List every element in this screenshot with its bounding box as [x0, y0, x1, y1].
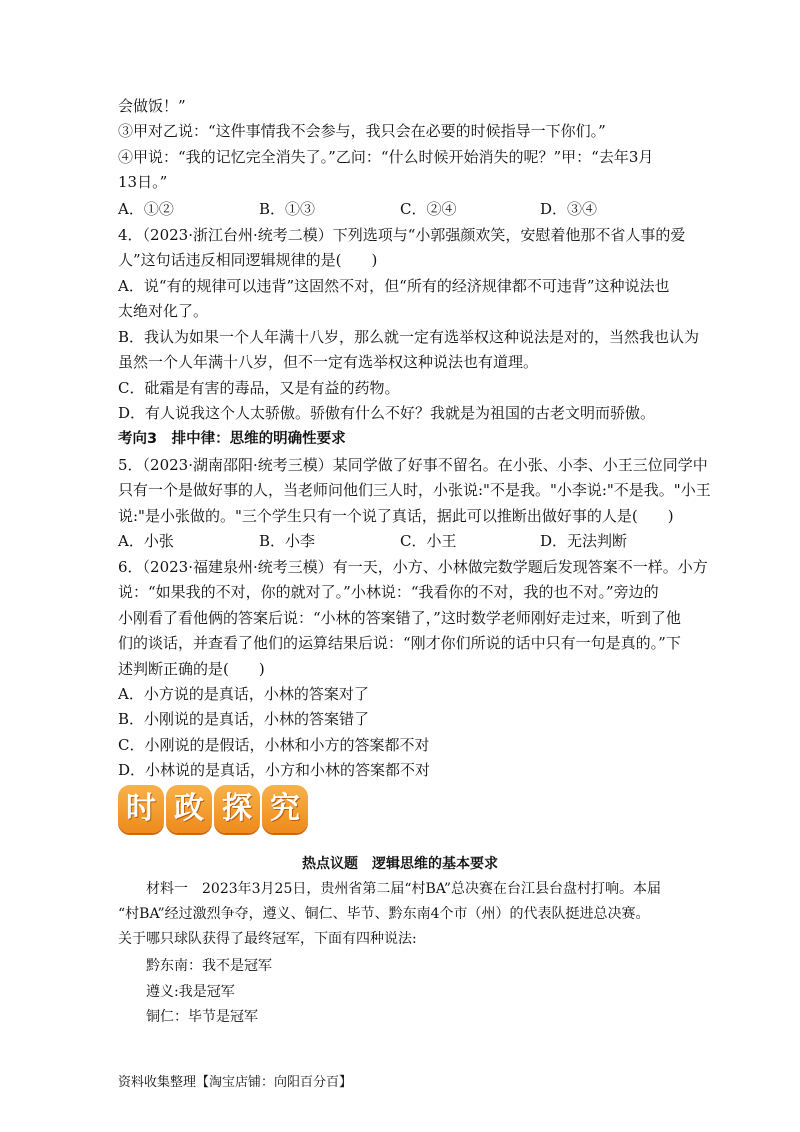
- q4-option-d[interactable]: D．有人说我这个人太骄傲。骄傲有什么不好？我就是为祖国的古老文明而骄傲。: [118, 404, 656, 422]
- q6-stem: 6．（2023·福建泉州·统考三模）有一天，小方、小林做完数学题后发现答案不一样。小方: [118, 558, 708, 576]
- q4-stem: 人”这句话违反相同逻辑规律的是( ): [118, 251, 378, 269]
- banner-char: 时: [118, 785, 164, 833]
- material-line: 黔东南：我不是冠军: [146, 958, 272, 974]
- material-line: 材料一 2023年3月25日，贵州省第二届“村BA”总决赛在台江县台盘村打响。本届: [146, 881, 662, 897]
- q4-option-b-cont: 虽然一个人年满十八岁，但不一定有选举权这种说法也有道理。: [118, 353, 539, 371]
- banner-char: 探: [214, 785, 260, 833]
- text-line: 13日。”: [118, 173, 168, 191]
- q6-option-a[interactable]: A．小方说的是真话，小林的答案对了: [118, 685, 369, 703]
- q6-stem: 们的谈话，并查看了他们的运算结果后说：“刚才你们所说的话中只有一句是真的。”下: [118, 634, 681, 652]
- banner-char: 政: [166, 785, 212, 833]
- q5-stem: 说:"是小张做的。"三个学生只有一个说了真话，据此可以推断出做好事的人是( ): [118, 507, 674, 525]
- text-line: ④甲说：“我的记忆完全消失了。”乙问：“什么时候开始消失的呢？”甲：“去年3月: [118, 148, 654, 166]
- q5-stem: 5．（2023·湖南邵阳·统考三模）某同学做了好事不留名。在小张、小李、小王三位同学中: [118, 456, 708, 474]
- q4-option-a[interactable]: A．说“有的规律可以违背”这固然不对，但“所有的经济规律都不可违背”这种说法也: [118, 277, 670, 295]
- material-line: 关于哪只球队获得了最终冠军，下面有四种说法:: [118, 931, 417, 947]
- current-affairs-banner: [118, 785, 308, 833]
- q4-option-c[interactable]: C．砒霜是有害的毒品，又是有益的药物。: [118, 379, 400, 397]
- footer-note: 资料收集整理【淘宝店铺：向阳百分百】: [118, 1075, 353, 1090]
- option-c[interactable]: C．②④: [400, 200, 457, 218]
- option-b[interactable]: B．①③: [259, 200, 316, 218]
- q5-stem: 只有一个是做好事的人，当老师问他们三人时，小张说:"不是我。"小李说:"不是我。"小王: [118, 481, 711, 499]
- q4-stem: 4．（2023·浙江台州·统考二模）下列选项与“小郭强颜欢笑，安慰着他那不省人事的爱: [118, 226, 686, 244]
- material-line: “村BA”经过激烈争夺，遵义、铜仁、毕节、黔东南4个市（州）的代表队挺进总决赛。: [118, 906, 650, 922]
- banner-char: 究: [262, 785, 308, 833]
- option-a[interactable]: A．小张: [118, 532, 174, 550]
- option-b[interactable]: B．小李: [259, 532, 316, 550]
- option-d[interactable]: D．③④: [540, 200, 598, 218]
- q4-option-b[interactable]: B．我认为如果一个人年满十八岁，那么就一定有选举权这种说法是对的，当然我也认为: [118, 328, 700, 346]
- q4-option-a-cont: 太绝对化了。: [118, 302, 209, 320]
- section-heading: 考向3 排中律：思维的明确性要求: [118, 431, 346, 447]
- q6-stem: 小刚看了看他俩的答案后说：“小林的答案错了，”这时数学老师刚好走过来，听到了他: [118, 609, 681, 627]
- material-line: 遵义:我是冠军: [146, 984, 235, 1000]
- text-line: ③甲对乙说：“这件事情我不会参与，我只会在必要的时候指导一下你们。”: [118, 122, 606, 140]
- material-line: 铜仁：毕节是冠军: [146, 1009, 258, 1025]
- q6-option-c[interactable]: C．小刚说的是假话，小林和小方的答案都不对: [118, 736, 430, 754]
- q6-option-d[interactable]: D．小林说的是真话，小方和小林的答案都不对: [118, 761, 431, 779]
- q6-stem: 说：“如果我的不对，你的就对了。”小林说：“我看你的不对，我的也不对。”旁边的: [118, 583, 659, 601]
- text-line: 会做饭！”: [118, 97, 186, 115]
- material-title: 热点议题 逻辑思维的基本要求: [302, 856, 498, 872]
- option-d[interactable]: D．无法判断: [540, 532, 628, 550]
- q6-stem: 述判断正确的是( ): [118, 660, 265, 678]
- option-a[interactable]: A．①②: [118, 200, 174, 218]
- option-c[interactable]: C．小王: [400, 532, 457, 550]
- q6-option-b[interactable]: B．小刚说的是真话，小林的答案错了: [118, 710, 370, 728]
